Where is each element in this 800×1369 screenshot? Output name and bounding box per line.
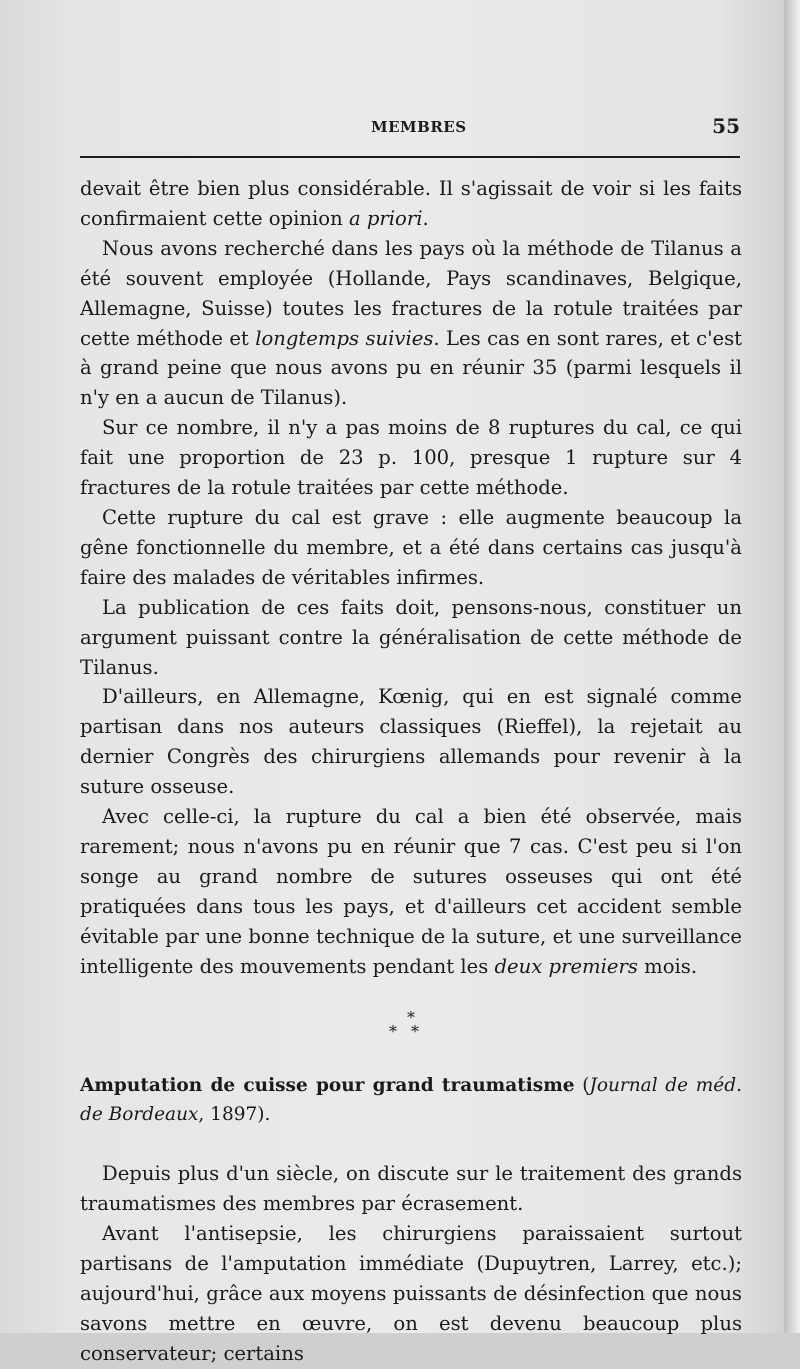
paragraph-4: Cette rupture du cal est grave : elle augmente beaucoup la gêne fonctionnelle du membre, et a été dans certains cas jusqu'à faire des malades de véritables infirmes. — [80, 505, 742, 589]
separator-stars-bottom: ** — [389, 1022, 433, 1042]
section-heading: Amputation de cuisse pour grand traumatisme (Journal de méd. de Bordeaux, 1897). — [80, 1075, 742, 1126]
paragraph-8: Depuis plus d'un siècle, on discute sur le traitement des grands traumatismes des membres par écrasement. — [80, 1162, 742, 1216]
separator-star-top: * — [407, 1008, 415, 1028]
section-source-journal: Journal de méd. de Bordeaux — [80, 1075, 742, 1126]
page-number: 55 — [712, 114, 740, 138]
paragraph-7: Avec celle-ci, la rupture du cal a bien été observée, mais rarement; nous n'avons pu en réunir que 7 cas. C'est peu si l'on songe au grand nombre de sutures osseuses qui ont été pratiquées dans tous les pays, et d'ailleurs cet accident semble évitable par une bonne technique de la suture, et une surveillance intelligente des mouvements pendant les deux premiers mois. — [80, 805, 742, 978]
paragraph-6: D'ailleurs, en Allemagne, Kœnig, qui en est signalé comme partisan dans nos auteurs classiques (Rieffel), la rejetait au dernier Congrès des chirurgiens allemands pour revenir à la suture osseuse. — [80, 685, 742, 799]
section-separator — [80, 981, 742, 1071]
page-body — [80, 174, 742, 1369]
paragraph-5: La publication de ces faits doit, pensons-nous, constituer un argument puissant contre la généralisation de cette méthode de Tilanus. — [80, 595, 742, 679]
section-title: Amputation de cuisse pour grand traumatisme — [80, 1075, 575, 1097]
paragraph-1: devait être bien plus considérable. Il s'agissait de voir si les faits confirmaient cette opinion a priori. — [80, 177, 742, 230]
paragraph-3: Sur ce nombre, il n'y a pas moins de 8 ruptures du cal, ce qui fait une proportion de 23 p. 100, presque 1 rupture sur 4 fractures de la rotule traitées par cette méthode. — [80, 416, 742, 500]
paragraph-2: Nous avons recherché dans les pays où la méthode de Tilanus a été souvent employée (Hollande, Pays scandinaves, Belgique, Allemagne, Suisse) toutes les fractures de la rotule traitées par cette méthode et longtemps suivies. Les cas en sont rares, et c'est à grand peine que nous avons pu en réunir 35 (parmi lesquels il n'y en a aucun de Tilanus). — [80, 236, 742, 410]
paragraph-9: Avant l'antisepsie, les chirurgiens paraissaient surtout partisans de l'amputation immédiate (Dupuytren, Larrey, etc.); aujourd'hui, grâce aux moyens puissants de désinfection que nous savons mettre en œuvre, on est devenu beaucoup plus conservateur; certains — [80, 1222, 742, 1365]
running-head: MEMBRES — [371, 118, 467, 136]
header-rule — [80, 156, 740, 158]
page-header — [80, 108, 740, 148]
page-edge — [784, 0, 800, 1333]
